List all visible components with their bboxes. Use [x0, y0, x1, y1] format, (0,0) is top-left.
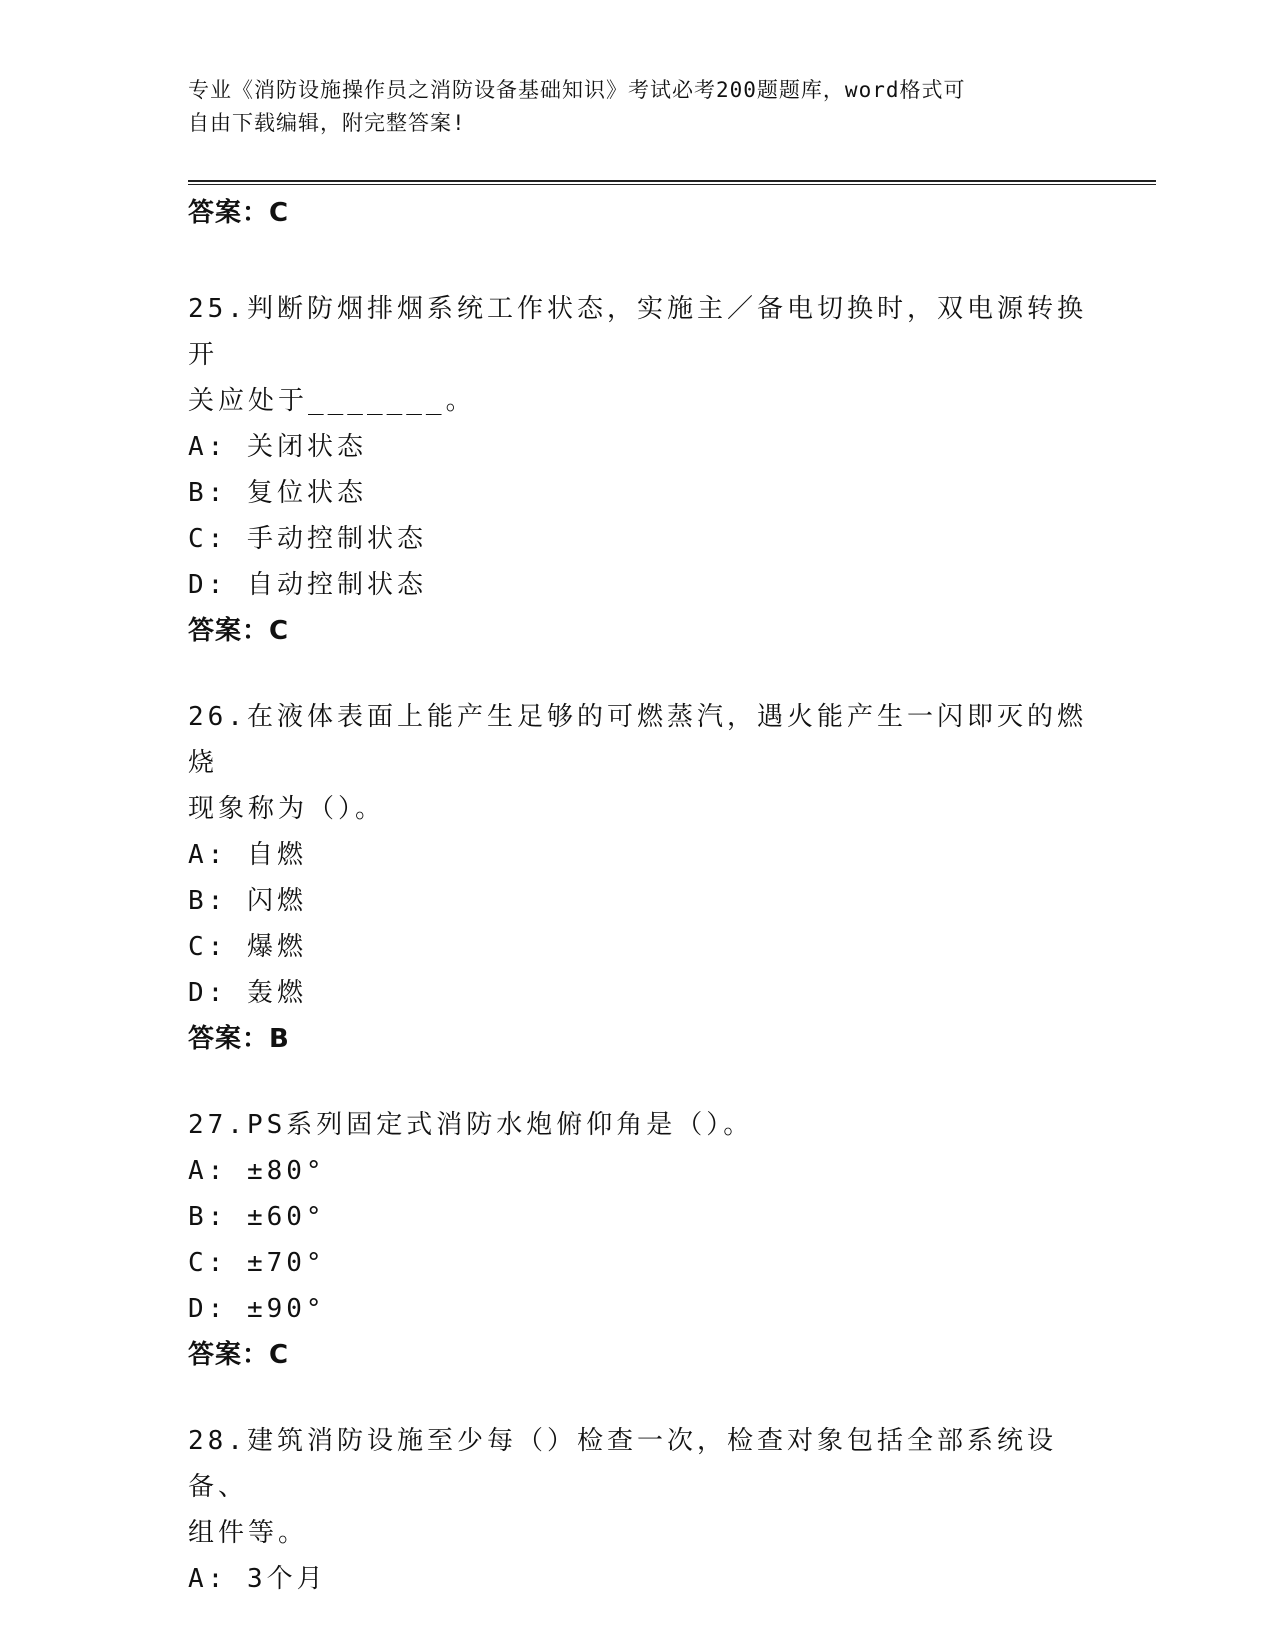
option-b: B: 复位状态: [188, 478, 367, 508]
option-b: B: 闪燃: [188, 886, 307, 916]
header-line-2: 自由下载编辑，附完整答案!: [188, 111, 466, 135]
question-list: [188, 190, 1088, 1602]
option-a: A: 3个月: [188, 1564, 327, 1594]
answer: 答案：B: [188, 1024, 290, 1054]
option-a: A: 自燃: [188, 840, 307, 870]
option-d: D: 自动控制状态: [188, 570, 427, 600]
answer: 答案：C: [188, 1340, 290, 1370]
question-stem: [188, 1418, 1088, 1556]
option-c: C: 手动控制状态: [188, 524, 427, 554]
question-stem: [188, 286, 1088, 424]
question-stem-line: 26.在液体表面上能产生足够的可燃蒸汽，遇火能产生一闪即灭的燃烧: [188, 702, 1087, 778]
header-rule-thick: [188, 180, 1156, 182]
question-stem-line: 27.PS系列固定式消防水炮俯仰角是（）。: [188, 1110, 754, 1140]
option-a: A: 关闭状态: [188, 432, 367, 462]
question-25: [188, 286, 1088, 654]
question-stem: [188, 694, 1088, 832]
option-d: D: 轰燃: [188, 978, 307, 1008]
question-stem-line: 28.建筑消防设施至少每（）检查一次，检查对象包括全部系统设备、: [188, 1426, 1057, 1502]
question-26: [188, 694, 1088, 1062]
option-d: D: ±90°: [188, 1294, 326, 1324]
option-a: A: ±80°: [188, 1156, 326, 1186]
question-stem: [188, 1102, 1088, 1148]
previous-answer: 答案：C: [188, 198, 290, 228]
header-rule-thin: [188, 184, 1156, 185]
option-b: B: ±60°: [188, 1202, 326, 1232]
question-stem-line: 关应处于_______。: [188, 386, 476, 416]
question-stem-line: 25.判断防烟排烟系统工作状态，实施主／备电切换时，双电源转换开: [188, 294, 1087, 370]
question-28: [188, 1418, 1088, 1602]
question-stem-line: 现象称为（）。: [188, 794, 386, 824]
option-c: C: 爆燃: [188, 932, 307, 962]
question-27: [188, 1102, 1088, 1378]
answer: 答案：C: [188, 616, 290, 646]
header-line-1: 专业《消防设施操作员之消防设备基础知识》考试必考200题题库，word格式可: [188, 78, 966, 102]
question-stem-line: 组件等。: [188, 1518, 309, 1548]
option-c: C: ±70°: [188, 1248, 326, 1278]
document-header: [188, 74, 1068, 140]
